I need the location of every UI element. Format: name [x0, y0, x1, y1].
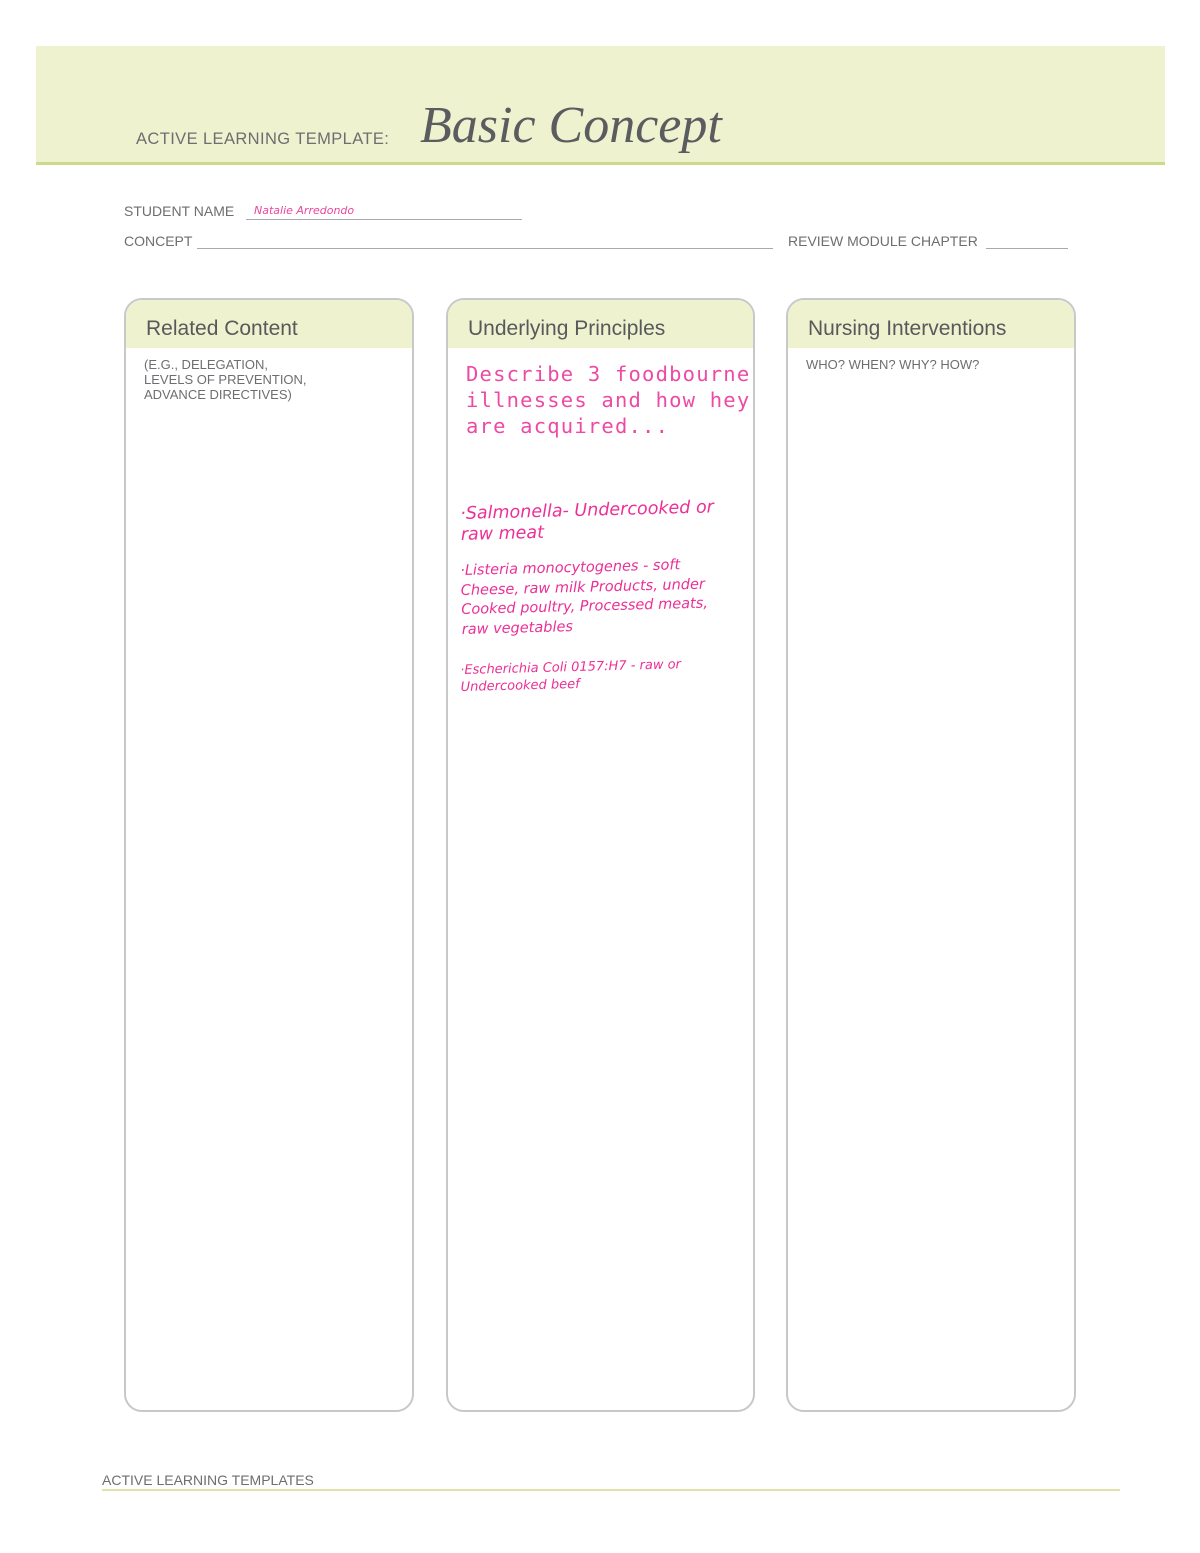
related-content-hint: [144, 357, 307, 402]
related-content-card[interactable]: [124, 298, 414, 1412]
note-line: ·Listeria monocytogenes - soft: [460, 557, 681, 579]
note-line: Cheese, raw milk Products, under: [460, 576, 706, 599]
underlying-principles-card[interactable]: [446, 298, 755, 1412]
review-module-chapter-field[interactable]: [986, 248, 1068, 249]
hint-line: LEVELS OF PREVENTION,: [144, 372, 307, 387]
nursing-interventions-card[interactable]: [786, 298, 1076, 1412]
underlying-principles-title: Underlying Principles: [468, 317, 666, 340]
nursing-interventions-title: Nursing Interventions: [808, 317, 1007, 340]
note-line: raw vegetables: [461, 618, 574, 638]
note-salmonella: [460, 497, 715, 546]
note-line: ·Salmonella- Undercooked or: [460, 497, 715, 524]
prompt-line: Describe 3 foodbourne: [466, 362, 751, 386]
related-content-header: [126, 300, 412, 348]
nursing-interventions-hint: WHO? WHEN? WHY? HOW?: [806, 357, 980, 372]
note-line: Cooked poultry, Processed meats,: [461, 595, 709, 618]
student-name-label: STUDENT NAME: [124, 203, 235, 219]
student-name-field[interactable]: Natalie Arredondo: [254, 204, 355, 217]
prompt-line: illnesses and how hey: [466, 388, 751, 412]
footer-label: ACTIVE LEARNING TEMPLATES: [102, 1472, 314, 1488]
page-title: Basic Concept: [420, 97, 722, 154]
note-escherichia-coli: [460, 656, 682, 696]
review-module-chapter-label: REVIEW MODULE CHAPTER: [788, 233, 978, 249]
note-listeria: [460, 556, 709, 640]
prompt-text: [466, 361, 750, 439]
concept-label: CONCEPT: [124, 233, 193, 249]
related-content-title: Related Content: [146, 317, 298, 340]
hint-line: (E.G., DELEGATION,: [144, 357, 269, 372]
concept-field[interactable]: [197, 248, 773, 249]
template-label: ACTIVE LEARNING TEMPLATE:: [136, 130, 390, 148]
note-line: raw meat: [460, 522, 545, 545]
underlying-principles-header: [448, 300, 753, 348]
student-name-line: [246, 219, 522, 220]
hint-line: ADVANCE DIRECTIVES): [144, 387, 292, 402]
nursing-interventions-header: [788, 300, 1074, 348]
footer-divider: [102, 1489, 1120, 1491]
prompt-line: are acquired...: [466, 414, 670, 438]
note-line: Undercooked beef: [460, 676, 580, 695]
note-line: ·Escherichia Coli 0157:H7 - raw or: [460, 657, 682, 678]
